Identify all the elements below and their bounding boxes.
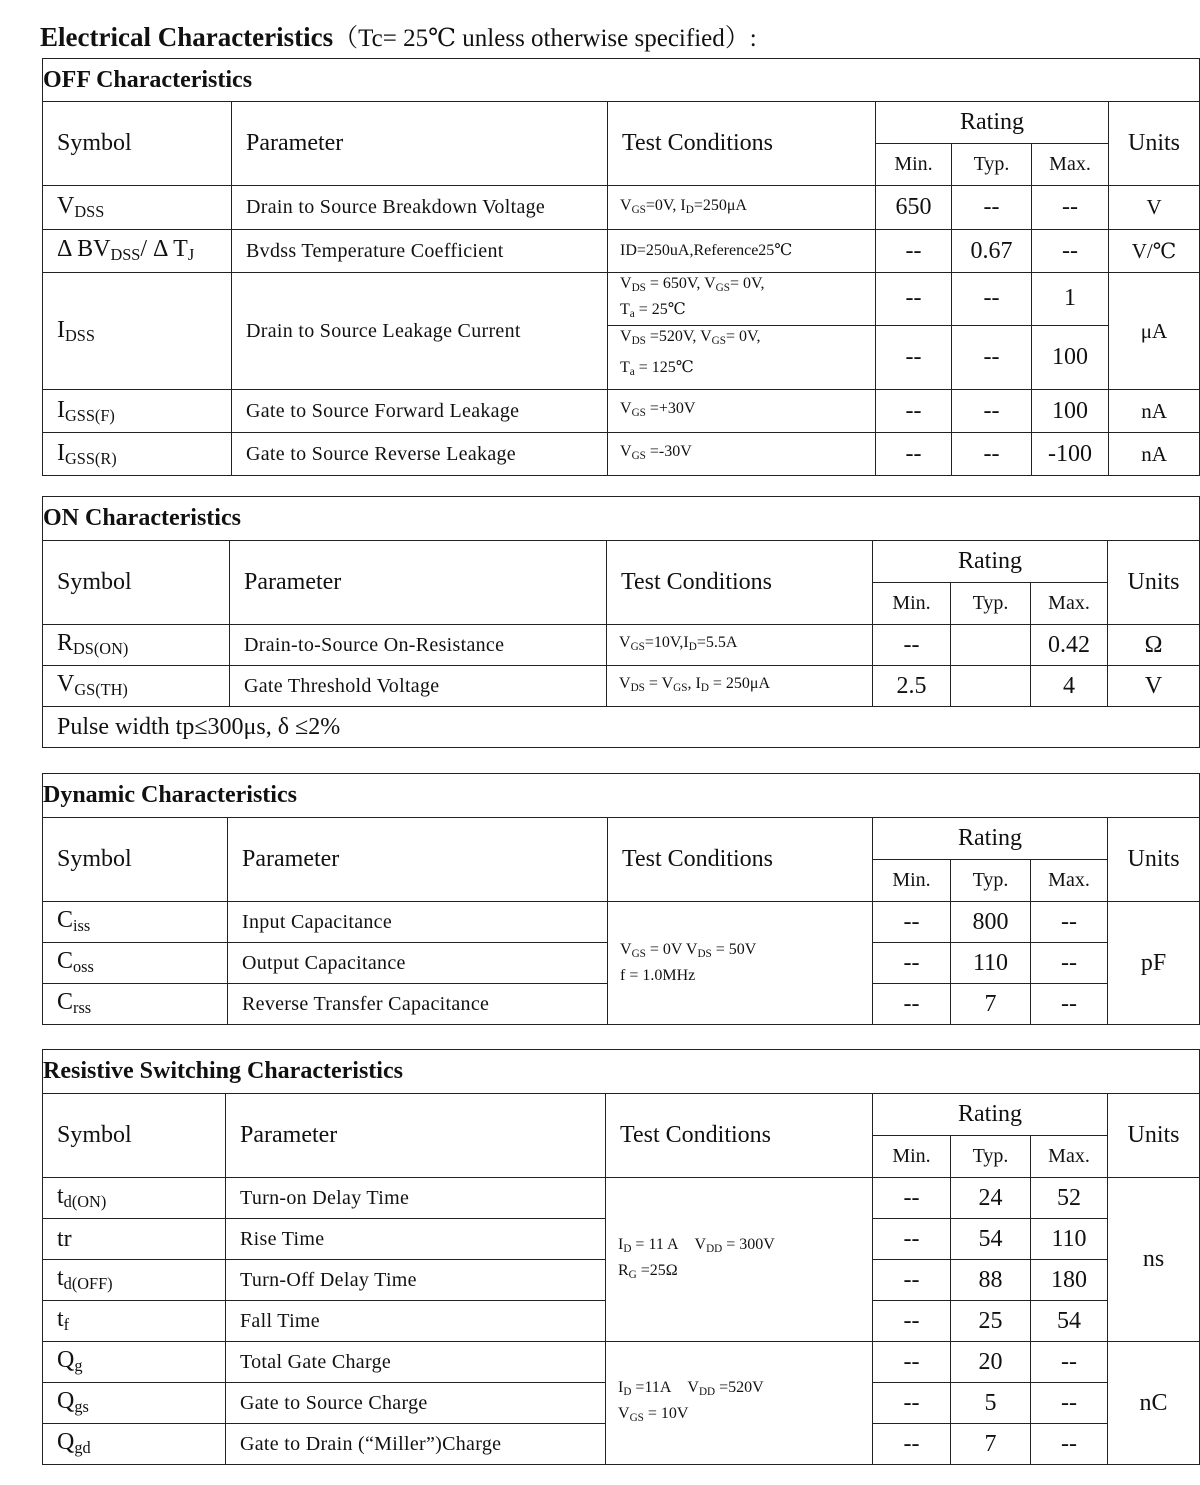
- unit-cell: V/℃: [1109, 230, 1200, 273]
- unit-cell: V: [1108, 666, 1200, 707]
- header-row: [43, 541, 1200, 583]
- symbol-cell: $C_{rss}$: [43, 984, 228, 1025]
- typ-cell: 110: [951, 943, 1031, 984]
- max-cell: --: [1031, 1383, 1108, 1424]
- table-row: [43, 433, 1200, 476]
- min-cell: --: [873, 1383, 951, 1424]
- symbol-cell: $C_{iss}$: [43, 902, 228, 943]
- max-cell: -100: [1032, 433, 1109, 476]
- parameter-header: Parameter: [228, 818, 608, 902]
- symbol-cell: tr: [43, 1219, 226, 1260]
- switching-section-title: Resistive Switching Characteristics: [43, 1050, 1200, 1094]
- typ-cell: [951, 625, 1031, 666]
- on-characteristics-table: [42, 496, 1200, 748]
- typ-cell: [951, 666, 1031, 707]
- min-header: Min.: [873, 860, 951, 902]
- max-cell: --: [1032, 230, 1109, 273]
- symbol-cell: Δ $BV_{DSS}/$ Δ $T_J$: [43, 230, 232, 273]
- typ-header: Typ.: [951, 583, 1031, 625]
- symbol-cell: $t_{d(ON)}$: [43, 1178, 226, 1219]
- table-row: [43, 625, 1200, 666]
- rating-header: Rating: [873, 1094, 1108, 1136]
- unit-cell: ns: [1108, 1178, 1200, 1342]
- max-cell: 100: [1032, 390, 1109, 433]
- parameter-cell: Gate to Source Charge: [226, 1383, 606, 1424]
- header-row: [43, 1094, 1200, 1136]
- parameter-cell: Output Capacitance: [228, 943, 608, 984]
- max-header: Max.: [1031, 1136, 1108, 1178]
- condition-cell: $V_{DS} = 650V$, $V_{GS}= 0V$, $T_a$ = 25℃: [608, 273, 876, 326]
- symbol-cell: $t_{d(OFF)}$: [43, 1260, 226, 1301]
- dynamic-section-title: Dynamic Characteristics: [43, 774, 1200, 818]
- section-title-row: [43, 497, 1200, 541]
- max-cell: 0.42: [1031, 625, 1108, 666]
- typ-cell: --: [952, 186, 1032, 230]
- off-section-title: OFF Characteristics: [43, 59, 1200, 102]
- parameter-cell: Bvdss Temperature Coefficient: [232, 230, 608, 273]
- test-conditions-header: Test Conditions: [608, 102, 876, 186]
- table-row: [43, 186, 1200, 230]
- min-cell: --: [876, 273, 952, 326]
- min-header: Min.: [876, 144, 952, 186]
- on-section-title: ON Characteristics: [43, 497, 1200, 541]
- table-row: [43, 666, 1200, 707]
- symbol-cell: $V_{DSS}$: [43, 186, 232, 230]
- symbol-cell: $Q_{gs}$: [43, 1383, 226, 1424]
- typ-cell: --: [952, 273, 1032, 326]
- min-cell: --: [873, 1260, 951, 1301]
- unit-cell: μA: [1109, 273, 1200, 390]
- symbol-header: Symbol: [43, 541, 230, 625]
- symbol-header: Symbol: [43, 818, 228, 902]
- typ-cell: 20: [951, 1342, 1031, 1383]
- parameter-cell: Fall Time: [226, 1301, 606, 1342]
- max-cell: --: [1031, 1342, 1108, 1383]
- min-cell: --: [876, 433, 952, 476]
- symbol-cell: $I_{GSS(R)}$: [43, 433, 232, 476]
- typ-cell: 25: [951, 1301, 1031, 1342]
- min-cell: --: [873, 1342, 951, 1383]
- typ-cell: --: [952, 433, 1032, 476]
- parameter-cell: Input Capacitance: [228, 902, 608, 943]
- parameter-cell: Rise Time: [226, 1219, 606, 1260]
- title-condition: （Tc= 25℃ unless otherwise specified）:: [333, 25, 757, 52]
- max-header: Max.: [1031, 860, 1108, 902]
- min-cell: --: [873, 625, 951, 666]
- parameter-cell: Gate to Source Forward Leakage: [232, 390, 608, 433]
- parameter-cell: Drain-to-Source On-Resistance: [230, 625, 607, 666]
- switching-characteristics-table: [42, 1049, 1200, 1465]
- pulse-width-note: Pulse width tp≤300μs, δ ≤2%: [43, 707, 1200, 748]
- section-title-row: [43, 774, 1200, 818]
- typ-cell: 24: [951, 1178, 1031, 1219]
- test-conditions-header: Test Conditions: [608, 818, 873, 902]
- parameter-header: Parameter: [226, 1094, 606, 1178]
- units-header: Units: [1108, 818, 1200, 902]
- max-cell: --: [1031, 1424, 1108, 1465]
- condition-cell: $V_{GS} =-30V$: [608, 433, 876, 476]
- min-cell: --: [873, 1424, 951, 1465]
- unit-cell: nA: [1109, 433, 1200, 476]
- table-row: [43, 273, 1200, 326]
- condition-cell: $I_D = 11$ A $V_{DD} = 300V$ $R_G =25\Omega$: [606, 1178, 873, 1342]
- min-cell: 2.5: [873, 666, 951, 707]
- table-row: [43, 230, 1200, 273]
- condition-cell: $V_{DS} = V_{GS}$, $I_D = 250\mu A$: [607, 666, 873, 707]
- table-row: [43, 390, 1200, 433]
- max-cell: --: [1031, 984, 1108, 1025]
- symbol-header: Symbol: [43, 102, 232, 186]
- max-cell: 1: [1032, 273, 1109, 326]
- parameter-cell: Gate to Drain (“Miller”)Charge: [226, 1424, 606, 1465]
- condition-cell: $V_{GS}=0V$, $I_D=250\mu A$: [608, 186, 876, 230]
- section-title-row: [43, 1050, 1200, 1094]
- max-cell: 100: [1032, 325, 1109, 390]
- max-cell: 54: [1031, 1301, 1108, 1342]
- header-row: [43, 818, 1200, 860]
- min-cell: --: [873, 984, 951, 1025]
- max-cell: 110: [1031, 1219, 1108, 1260]
- parameter-cell: Turn-Off Delay Time: [226, 1260, 606, 1301]
- min-cell: --: [876, 390, 952, 433]
- page-title: [40, 18, 757, 54]
- parameter-cell: Drain to Source Leakage Current: [232, 273, 608, 390]
- max-cell: 4: [1031, 666, 1108, 707]
- unit-cell: Ω: [1108, 625, 1200, 666]
- max-cell: --: [1031, 902, 1108, 943]
- symbol-cell: $I_{DSS}$: [43, 273, 232, 390]
- min-header: Min.: [873, 1136, 951, 1178]
- parameter-cell: Gate Threshold Voltage: [230, 666, 607, 707]
- condition-cell: $V_{GS} =+30V$: [608, 390, 876, 433]
- table-row: [43, 902, 1200, 943]
- condition-cell: $V_{DS} =520V$, $V_{GS}= 0V$, $T_a$ = 125℃: [608, 325, 876, 390]
- typ-cell: --: [952, 325, 1032, 390]
- table-row: [43, 1342, 1200, 1383]
- symbol-header: Symbol: [43, 1094, 226, 1178]
- condition-cell: ID=250uA,Reference25℃: [608, 230, 876, 273]
- symbol-cell: $t_f$: [43, 1301, 226, 1342]
- table-row: [43, 1178, 1200, 1219]
- unit-cell: nC: [1108, 1342, 1200, 1465]
- section-title-row: [43, 59, 1200, 102]
- parameter-cell: Reverse Transfer Capacitance: [228, 984, 608, 1025]
- typ-cell: 800: [951, 902, 1031, 943]
- typ-cell: 7: [951, 984, 1031, 1025]
- typ-cell: --: [952, 390, 1032, 433]
- min-cell: --: [873, 902, 951, 943]
- unit-cell: nA: [1109, 390, 1200, 433]
- typ-cell: 54: [951, 1219, 1031, 1260]
- note-row: [43, 707, 1200, 748]
- typ-header: Typ.: [951, 1136, 1031, 1178]
- symbol-cell: $C_{oss}$: [43, 943, 228, 984]
- unit-cell: V: [1109, 186, 1200, 230]
- max-cell: 52: [1031, 1178, 1108, 1219]
- typ-cell: 7: [951, 1424, 1031, 1465]
- min-cell: --: [873, 1219, 951, 1260]
- units-header: Units: [1108, 1094, 1200, 1178]
- parameter-cell: Gate to Source Reverse Leakage: [232, 433, 608, 476]
- unit-cell: pF: [1108, 902, 1200, 1025]
- max-cell: --: [1031, 943, 1108, 984]
- parameter-cell: Drain to Source Breakdown Voltage: [232, 186, 608, 230]
- parameter-header: Parameter: [232, 102, 608, 186]
- header-row: [43, 102, 1200, 144]
- symbol-cell: $Q_{gd}$: [43, 1424, 226, 1465]
- max-cell: --: [1032, 186, 1109, 230]
- condition-cell: $I_D =11A$ $V_{DD} =520V$ $V_{GS} = 10V$: [606, 1342, 873, 1465]
- condition-cell: $V_{GS} = 0V$ $V_{DS} = 50V$ f = 1.0MHz: [608, 902, 873, 1025]
- parameter-header: Parameter: [230, 541, 607, 625]
- condition-cell: $V_{GS}=10V,I_D=5.5A$: [607, 625, 873, 666]
- symbol-cell: $R_{DS(ON)}$: [43, 625, 230, 666]
- min-header: Min.: [873, 583, 951, 625]
- min-cell: --: [873, 1301, 951, 1342]
- max-header: Max.: [1032, 144, 1109, 186]
- typ-cell: 0.67: [952, 230, 1032, 273]
- max-cell: 180: [1031, 1260, 1108, 1301]
- min-cell: --: [876, 325, 952, 390]
- dynamic-characteristics-table: [42, 773, 1200, 1025]
- parameter-cell: Total Gate Charge: [226, 1342, 606, 1383]
- units-header: Units: [1109, 102, 1200, 186]
- rating-header: Rating: [873, 818, 1108, 860]
- symbol-cell: $I_{GSS(F)}$: [43, 390, 232, 433]
- max-header: Max.: [1031, 583, 1108, 625]
- typ-header: Typ.: [951, 860, 1031, 902]
- typ-header: Typ.: [952, 144, 1032, 186]
- min-cell: 650: [876, 186, 952, 230]
- test-conditions-header: Test Conditions: [607, 541, 873, 625]
- min-cell: --: [876, 230, 952, 273]
- parameter-cell: Turn-on Delay Time: [226, 1178, 606, 1219]
- rating-header: Rating: [873, 541, 1108, 583]
- rating-header: Rating: [876, 102, 1109, 144]
- title-text: Electrical Characteristics: [40, 22, 334, 52]
- test-conditions-header: Test Conditions: [606, 1094, 873, 1178]
- off-characteristics-table: [42, 58, 1200, 476]
- min-cell: --: [873, 1178, 951, 1219]
- symbol-cell: $Q_g$: [43, 1342, 226, 1383]
- symbol-cell: $V_{GS(TH)}$: [43, 666, 230, 707]
- typ-cell: 5: [951, 1383, 1031, 1424]
- units-header: Units: [1108, 541, 1200, 625]
- typ-cell: 88: [951, 1260, 1031, 1301]
- min-cell: --: [873, 943, 951, 984]
